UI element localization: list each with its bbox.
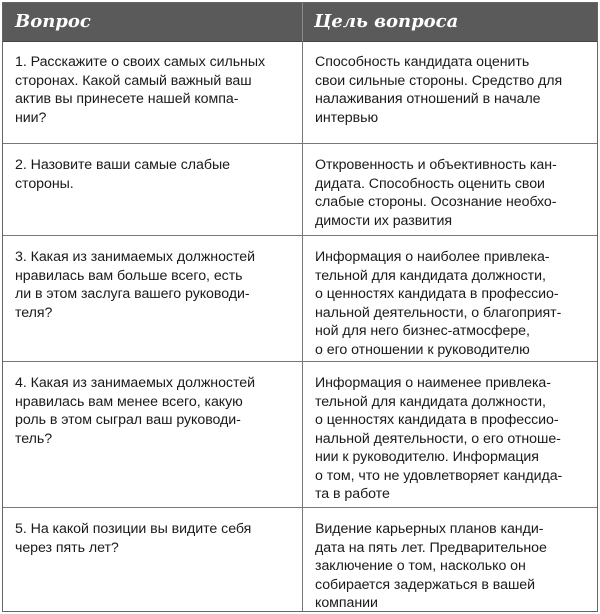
purpose-cell <box>315 53 595 127</box>
table-row <box>3 235 597 361</box>
purpose-line: нии к руководителю. Информация <box>315 449 539 465</box>
purpose-cell <box>315 156 595 230</box>
question-cell <box>15 156 295 193</box>
header-purpose: Цель вопроса <box>314 11 459 32</box>
question-line: роль в этом сыграл ваш руководи- <box>15 412 241 428</box>
question-line: нравилась вам больше всего, есть <box>15 267 243 284</box>
question-line: 4. Какая из занимаемых должностей <box>15 375 255 391</box>
purpose-line: о его отношении к руководителю <box>315 341 530 358</box>
purpose-line: компании <box>315 595 378 611</box>
question-cell <box>15 520 295 557</box>
table-row <box>3 41 597 143</box>
question-cell <box>15 248 295 322</box>
question-line: нии? <box>15 109 47 126</box>
purpose-line: о ценностях кандидата в профессио- <box>315 412 559 428</box>
purpose-line: Способность кандидата оценить <box>315 54 530 70</box>
question-line: через пять лет? <box>15 539 119 556</box>
question-line: 3. Какая из занимаемых должностей <box>15 249 255 265</box>
purpose-line: димости их развития <box>315 212 453 229</box>
purpose-line: о том, что не удовлетворяет кандида- <box>315 467 563 484</box>
table-row <box>3 361 597 507</box>
purpose-line: дидата. Способность оценить свои <box>315 175 545 192</box>
table-header <box>3 3 597 42</box>
purpose-line: Информация о наиболее привлека- <box>315 249 550 265</box>
purpose-line: Видение карьерных планов канди- <box>315 521 544 537</box>
question-line: ли в этом заслуга вашего руководи- <box>15 286 250 302</box>
question-line: 1. Расскажите о своих самых сильных <box>15 54 266 70</box>
question-cell <box>15 374 295 448</box>
question-line: актив вы принесете нашей компа- <box>15 91 239 107</box>
purpose-line: Информация о наименее привлека- <box>315 375 551 391</box>
interview-questions-table <box>2 2 598 612</box>
question-line: тель? <box>15 430 53 447</box>
question-line: 5. На какой позиции вы видите себя <box>15 521 252 537</box>
purpose-line: заключение о том, насколько он <box>315 558 526 574</box>
question-cell <box>15 53 295 127</box>
purpose-cell <box>315 374 595 504</box>
purpose-line: налаживания отношений в начале <box>315 91 541 107</box>
question-line: нравилась вам менее всего, какую <box>15 393 243 410</box>
question-line: сторонах. Какой самый важный ваш <box>15 72 252 89</box>
purpose-line: дата на пять лет. Предварительное <box>315 539 547 556</box>
purpose-line: нальной деятельности, о его отноше- <box>315 430 561 447</box>
question-line: стороны. <box>15 175 74 192</box>
purpose-cell <box>315 248 595 359</box>
header-question: Вопрос <box>15 11 91 32</box>
purpose-line: тельной для кандидата должности, <box>315 267 546 284</box>
purpose-line: тельной для кандидата должности, <box>315 393 546 410</box>
purpose-line: та в работе <box>315 486 390 502</box>
purpose-line: ной для него бизнес-атмосфере, <box>315 323 530 339</box>
table-row <box>3 143 597 235</box>
purpose-line: нальной деятельности, о благоприят- <box>315 304 562 321</box>
purpose-line: свои сильные стороны. Средство для <box>315 72 563 89</box>
table-row <box>3 507 597 611</box>
purpose-line: о ценностях кандидата в профессио- <box>315 286 559 302</box>
purpose-cell <box>315 520 595 613</box>
purpose-line: слабые стороны. Осознание необхо- <box>315 194 557 210</box>
question-line: 2. Назовите ваши самые слабые <box>15 157 230 173</box>
purpose-line: интервью <box>315 109 379 126</box>
purpose-line: Откровенность и объективность кан- <box>315 157 557 173</box>
purpose-line: собирается задержаться в вашей <box>315 576 536 593</box>
question-line: теля? <box>15 304 53 321</box>
